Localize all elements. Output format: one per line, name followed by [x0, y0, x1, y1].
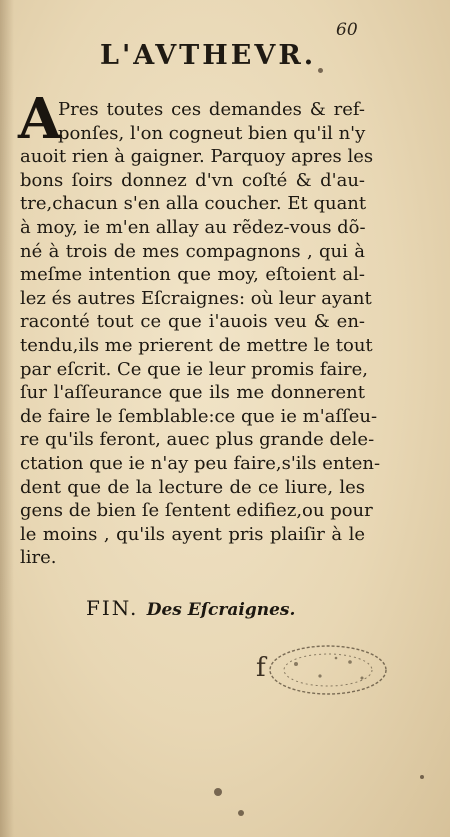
running-head: L'AVTHEVR. [100, 40, 317, 71]
text-line: lez és autres Eſcraignes: où leur ayant [20, 287, 372, 309]
finis-line [86, 596, 295, 620]
text-line: meſme intention que moy, eſtoient al- [20, 264, 365, 286]
text-line: raconté tout ce que i'auois veu & en- [20, 311, 365, 333]
text-line: bons ſoirs donnez d'vn coſté & d'au- [20, 169, 365, 191]
library-stamp-icon [258, 640, 393, 702]
text-line: né à trois de mes compagnons , qui à [20, 240, 365, 262]
page-number: 60 [336, 20, 358, 40]
body-text [20, 98, 381, 570]
finis-title: Des Eſcraignes. [146, 600, 296, 620]
ink-spot [318, 68, 323, 73]
text-line: ſur l'aſſeurance que ils me donnerent [20, 382, 365, 404]
text-line: ponſes, l'on cogneut bien qu'il n'y [58, 122, 366, 144]
text-line: par eſcrit. Ce que ie leur promis faire, [20, 358, 368, 380]
ink-spot [214, 788, 222, 796]
stamp-letter: f [256, 653, 266, 683]
ink-spot [420, 775, 424, 779]
text-line: tendu,ils me prierent de mettre le tout [20, 334, 373, 356]
text-line: Pres toutes ces demandes & ref- [58, 99, 365, 120]
ink-spot [238, 810, 244, 816]
gutter-shadow [0, 0, 14, 837]
text-line: auoit rien à gaigner. Parquoy apres les [20, 146, 374, 168]
text-line: le moins , qu'ils ayent pris plaiſir à le [20, 523, 365, 545]
finis-prefix: FIN. [86, 596, 139, 620]
text-line: à moy, ie m'en allay au rẽdez-vous dõ- [20, 216, 366, 238]
drop-cap: A [18, 86, 62, 152]
text-line: ctation que ie n'ay peu faire,s'ils enten- [20, 452, 381, 474]
text-line: dent que de la lecture de ce liure, les [20, 476, 365, 498]
text-line: de faire le ſemblable:ce que ie m'aſſeu- [20, 405, 378, 427]
text-line: tre,chacun s'en alla coucher. Et quant [20, 193, 367, 215]
text-line: re qu'ils feront, auec plus grande dele- [20, 429, 375, 451]
text-line: gens de bien ſe ſentent edifiez,ou pour [20, 500, 373, 522]
text-line: lire. [20, 547, 57, 569]
